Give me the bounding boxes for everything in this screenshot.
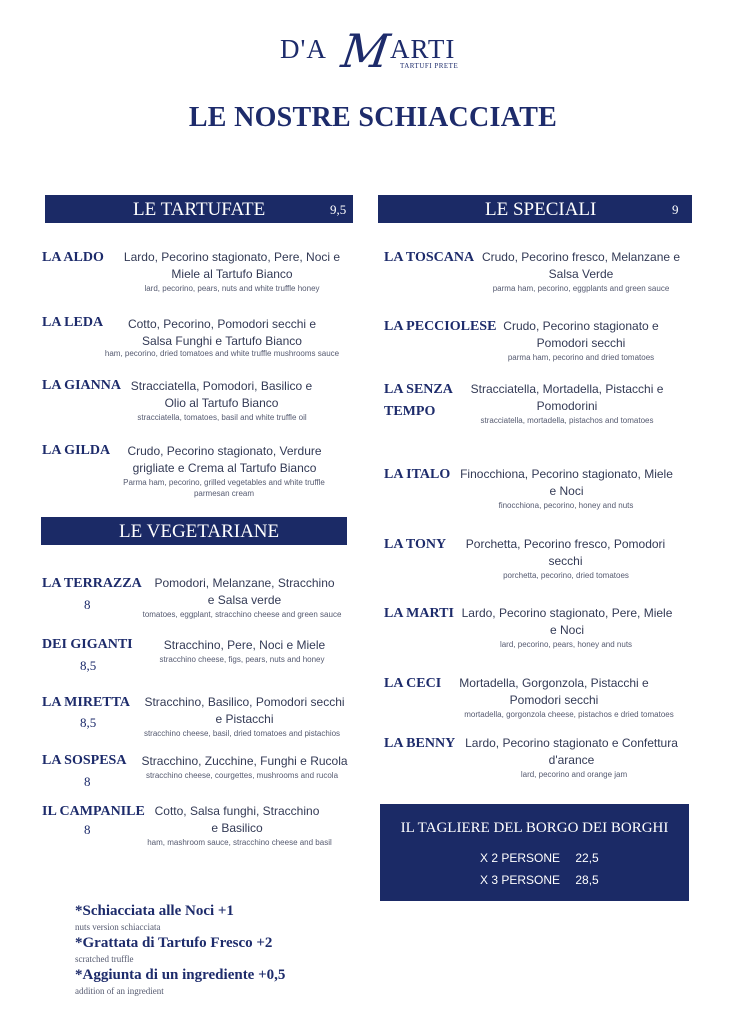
section-bar-tartufate	[45, 195, 353, 223]
item-name: LA MIRETTA	[42, 695, 131, 710]
item-name: LA SOSPESA	[42, 753, 127, 768]
item-translation: lard, pecorino and orange jam	[520, 770, 628, 779]
item-description: Stracciatella, Pomodori, Basilico e Olio al Tartufo Bianco	[130, 379, 313, 410]
item-name: LA ALDO	[42, 250, 104, 265]
item-name: LA GILDA	[42, 443, 111, 458]
item-translation: ham, pecorino, dried tomatoes and white truffle mushrooms sauce	[104, 349, 340, 358]
item-translation: ham, mashroom sauce, stracchino cheese and basil	[147, 838, 332, 847]
item-translation: mortadella, gorgonzola cheese, pistachos e dried tomatoes	[464, 710, 674, 719]
item-translation: finocchiona, pecorino, honey and nuts	[498, 501, 634, 510]
item-description: Lardo, Pecorino stagionato e Confettura d'arance	[465, 736, 678, 767]
item-name: LA ITALO	[384, 467, 451, 482]
extra-item: *Grattata di Tartufo Fresco +2	[75, 935, 273, 951]
item-price: 8	[84, 774, 91, 789]
extra-item: *Aggiunta di un ingrediente +0,5	[75, 967, 286, 983]
item-translation: stracciatella, mortadella, pistachos and tomatoes	[480, 416, 654, 425]
item-description: Mortadella, Gorgonzola, Pistacchi e Pomodori secchi	[459, 676, 649, 707]
item-name: IL CAMPANILE	[42, 804, 145, 819]
item-name: LA TONY	[384, 537, 447, 552]
section-bar-vegetariane	[41, 517, 347, 545]
item-translation: parma ham, pecorino and dried tomatoes	[507, 353, 655, 362]
tagliere-portion: X 2 PERSONE	[480, 851, 561, 865]
restaurant-logo	[278, 22, 468, 86]
section-label: LE SPECIALI	[485, 199, 597, 220]
item-name: LA PECCIOLESE	[384, 319, 497, 334]
item-name: LA MARTI	[384, 606, 454, 621]
item-name: LA BENNY	[384, 736, 456, 751]
tagliere-price: 22,5	[575, 851, 599, 865]
item-name: DEI GIGANTI	[42, 637, 133, 652]
extra-translation: addition of an ingredient	[75, 986, 164, 996]
logo-text-right: ARTI	[390, 34, 456, 64]
logo-monogram: M	[338, 24, 393, 78]
item-description: Crudo, Pecorino fresco, Melanzane e Salsa Verde	[481, 250, 681, 281]
item-description: Stracchino, Basilico, Pomodori secchi e Pistacchi	[144, 695, 345, 726]
item-price: 8	[84, 822, 91, 837]
item-description: Cotto, Salsa funghi, Stracchino e Basilico	[154, 804, 320, 835]
item-translation: stracchino cheese, basil, dried tomatoes and pistachios	[143, 729, 341, 738]
tagliere-box	[380, 804, 689, 901]
extra-translation: nuts version schiacciata	[75, 922, 161, 932]
item-description: Porchetta, Pecorino fresco, Pomodori secchi	[465, 537, 666, 568]
tagliere-row	[480, 873, 599, 887]
page-title: LE NOSTRE SCHIACCIATE	[188, 102, 558, 133]
item-description: Pomodori, Melanzane, Stracchino e Salsa verde	[154, 576, 335, 607]
item-description: Lardo, Pecorino stagionato, Pere, Noci e Miele al Tartufo Bianco	[123, 250, 341, 281]
section-label: LE TARTUFATE	[133, 199, 266, 220]
section-bar-speciali	[378, 195, 692, 223]
logo-text-left: D'A	[280, 34, 327, 64]
item-description: Crudo, Pecorino stagionato e Pomodori secchi	[503, 319, 659, 350]
item-name: LA LEDA	[42, 315, 104, 330]
tagliere-portion: X 3 PERSONE	[480, 873, 561, 887]
item-translation: stracciatella, tomatoes, basil and white truffle oil	[137, 413, 307, 422]
item-description: Stracchino, Pere, Noci e Miele	[163, 638, 326, 652]
extra-item: *Schiacciata alle Noci +1	[75, 903, 234, 919]
item-price: 8,5	[80, 715, 97, 730]
item-translation: tomatoes, eggplant, stracchino cheese and green sauce	[142, 610, 342, 619]
tagliere-row	[480, 851, 599, 865]
tagliere-title: IL TAGLIERE DEL BORGO DEI BORGHI	[400, 820, 669, 836]
extra-translation: scratched truffle	[75, 954, 134, 964]
item-translation: lard, pecorino, pears, honey and nuts	[499, 640, 633, 649]
item-price: 8	[84, 597, 91, 612]
item-translation: Parma ham, pecorino, grilled vegetables and white truffle parmesan cream	[123, 478, 325, 498]
section-price: 9,5	[330, 202, 347, 217]
tagliere-price: 28,5	[575, 873, 599, 887]
item-description: Stracchino, Zucchine, Funghi e Rucola	[141, 754, 348, 768]
item-translation: parma ham, pecorino, eggplants and green sauce	[492, 284, 670, 293]
item-translation: stracchino cheese, courgettes, mushrooms and rucola	[145, 771, 339, 780]
item-name: LA GIANNA	[42, 378, 121, 393]
item-name: LA SENZA	[384, 382, 453, 397]
item-translation: porchetta, pecorino, dried tomatoes	[503, 571, 629, 580]
item-description: Lardo, Pecorino stagionato, Pere, Miele e Noci	[461, 606, 673, 637]
item-description: Crudo, Pecorino stagionato, Verdure grigliate e Crema al Tartufo Bianco	[127, 444, 322, 475]
item-description: Finocchiona, Pecorino stagionato, Miele e Noci	[460, 467, 673, 498]
section-price: 9	[672, 202, 679, 217]
item-price: 8,5	[80, 658, 97, 673]
section-label: LE VEGETARIANE	[119, 521, 280, 542]
item-name: LA TERRAZZA	[42, 576, 142, 591]
item-description: Cotto, Pecorino, Pomodori secchi e Salsa Funghi e Tartufo Bianco	[127, 317, 317, 348]
item-name: LA CECI	[384, 676, 442, 691]
item-name: LA TOSCANA	[384, 250, 475, 265]
extras-list	[75, 902, 285, 998]
item-translation: lard, pecorino, pears, nuts and white truffle honey	[144, 284, 320, 293]
item-description: Stracciatella, Mortadella, Pistacchi e Pomodorini	[470, 382, 664, 413]
item-name-line2: TEMPO	[384, 404, 436, 419]
logo-subtitle: TARTUFI PRETE	[400, 62, 459, 70]
item-translation: stracchino cheese, figs, pears, nuts and honey	[159, 655, 325, 664]
